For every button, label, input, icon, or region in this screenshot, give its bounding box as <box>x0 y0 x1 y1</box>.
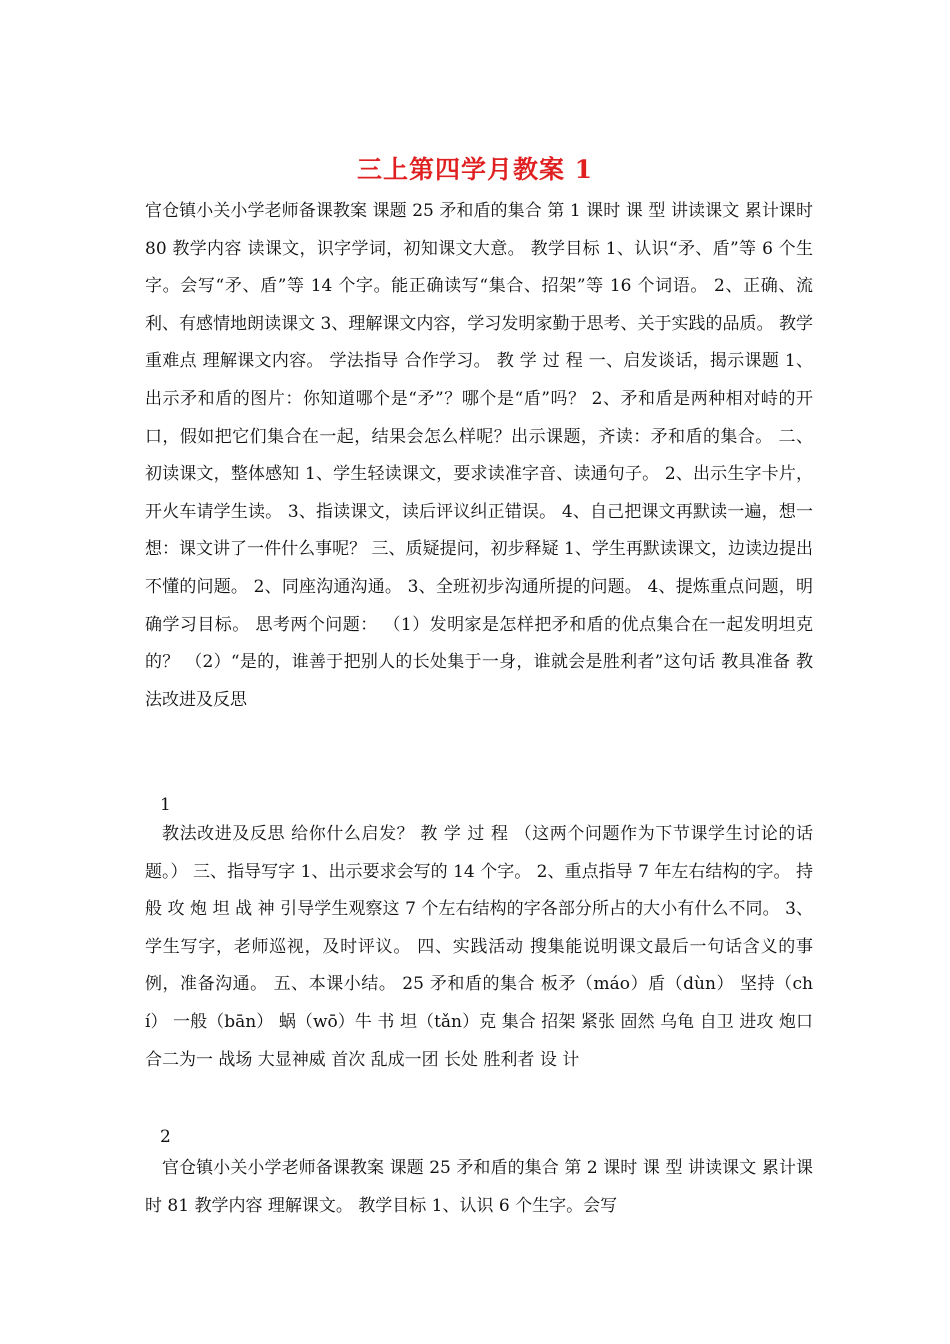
page-number: 1 <box>160 795 171 815</box>
page-number: 2 <box>160 1127 171 1147</box>
paragraph-lesson-plan-1: 官仓镇小关小学老师备课教案 课题 25 矛和盾的集合 第 1 课时 课 型 讲读课文 累计课时 80 教学内容 读课文，识字学词，初知课文大意。 教学目标 1、认识“矛、盾”等 6 个生字。会写“矛、盾”等 14 个字。能正确读写“集合、招架”等 16 个词语。 2、正确、流利、有感情地朗读课文 3、理解课文内容，学习发明家勤于思考、关于实践的品质。 教学重难点 理解课文内容。 学法指导 合作学习。 教 学 过 程 一、启发谈话，揭示课题 1、出示矛和盾的图片：你知道哪个是“矛”？哪个是“盾”吗？ 2、矛和盾是两种相对峙的开口，假如把它们集合在一起，结果会怎么样呢？出示课题，齐读：矛和盾的集合。 二、初读课文，整体感知 1、学生轻读课文，要求读准字音、读通句子。 2、出示生字卡片，开火车请学生读。 3、指读课文，读后评议纠正错误。 4、自己把课文再默读一遍，想一想：课文讲了一件什么事呢？ 三、质疑提问，初步释疑 1、学生再默读课文，边读边提出不懂的问题。 2、同座沟通沟通。 3、全班初步沟通所提的问题。 4、提炼重点问题，明确学习目标。 思考两个问题： （1）发明家是怎样把矛和盾的优点集合在一起发明坦克的？ （2）“是的，谁善于把别人的长处集于一身，谁就会是胜利者”这句话 教具准备 教法改进及反思 <box>145 201 813 710</box>
paragraph-lesson-plan-2: 官仓镇小关小学老师备课教案 课题 25 矛和盾的集合 第 2 课时 课 型 讲读课文 累计课时 81 教学内容 理解课文。 教学目标 1、认识 6 个生字。会写 <box>145 1158 813 1216</box>
paragraph-lesson-plan-1-continued: 教法改进及反思 给你什么启发？ 教 学 过 程 （这两个问题作为下节课学生讨论的话题。） 三、指导写字 1、出示要求会写的 14 个字。 2、重点指导 7 年左右结构的字。 持 般 攻 炮 坦 战 神 引导学生观察这 7 个左右结构的字各部分所占的大小有什么不同。 3、学生写字，老师巡视，及时评议。 四、实践活动 搜集能说明课文最后一句话含义的事例，准备沟通。 五、本课小结。 25 矛和盾的集合 板矛（máo）盾（dùn） 坚持（chí） 一般（bān） 蜗（wō）牛 书 坦（tǎn）克 集合 招架 紧张 固然 乌龟 自卫 进攻 炮口 合二为一 战场 大显神威 首次 乱成一团 长处 胜利者 设 计 <box>145 824 813 1070</box>
document-title: 三上第四学月教案 1 <box>356 155 594 184</box>
